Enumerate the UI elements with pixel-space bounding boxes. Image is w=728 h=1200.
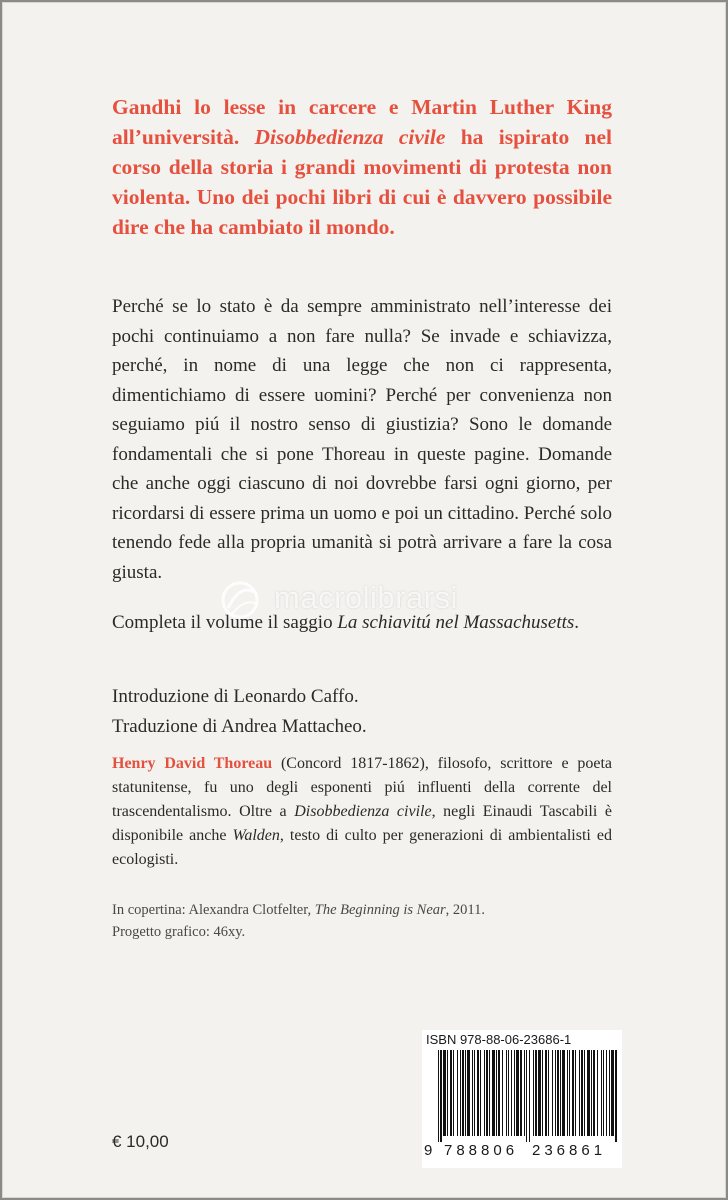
price: € 10,00 — [112, 1132, 169, 1151]
barcode-digit-first: 9 — [424, 1142, 433, 1159]
barcode-bar — [524, 1050, 525, 1136]
barcode-bar — [569, 1050, 570, 1136]
barcode-bar — [591, 1050, 592, 1136]
barcode-bar — [506, 1050, 507, 1136]
barcode-bar — [581, 1050, 583, 1136]
barcode-bar — [443, 1050, 446, 1136]
barcode-bar — [477, 1050, 479, 1136]
bio-title-1: Disobbedienza civile — [294, 803, 432, 820]
barcode-bar — [538, 1050, 541, 1136]
barcode-bar — [575, 1050, 576, 1136]
cover-art-title: The Beginning is Near — [314, 902, 446, 918]
bio-text-2: , negli Einaudi Tascabili è disponibile anche — [112, 803, 612, 844]
blurb-text: Gandhi lo lesse in carcere e Martin Luther King all’università. — [112, 95, 612, 149]
watermark — [232, 578, 572, 628]
barcode-bar — [514, 1050, 515, 1136]
barcode-bar — [498, 1050, 500, 1136]
barcode-bar — [460, 1050, 461, 1136]
barcode-digits-right: 236861 — [532, 1142, 607, 1159]
barcode-bar — [486, 1050, 488, 1136]
barcode-bar — [533, 1050, 534, 1136]
barcode-bar — [548, 1050, 549, 1136]
cover-credits — [112, 900, 612, 943]
barcode-bars — [422, 1050, 622, 1142]
barcode-bar — [597, 1050, 598, 1136]
barcode-bar — [567, 1050, 568, 1136]
barcode-bar — [447, 1050, 448, 1136]
design-credit: Progetto grafico: 46xy. — [112, 923, 246, 940]
author-bio — [112, 752, 612, 872]
barcode-bar — [555, 1050, 556, 1136]
bio-text-3: , testo di culto per generazioni di ambientalisti ed ecologisti. — [112, 827, 612, 868]
barcode-bar — [593, 1050, 595, 1136]
barcode-bar — [484, 1050, 485, 1136]
barcode-bar — [611, 1050, 614, 1136]
barcode-bar — [516, 1050, 519, 1136]
barcode-bar — [552, 1050, 553, 1136]
barcode-bar — [603, 1050, 604, 1136]
barcode-bar — [462, 1050, 464, 1136]
barcode-bar — [587, 1050, 590, 1136]
bio-text-1: (Concord 1817-1862), filosofo, scrittore e poeta statunitense, fu uno degli esponenti piú influenti della corrente del trascendentalismo. Oltre a — [112, 755, 613, 820]
complement-title: La schiavitú nel Massachusetts — [337, 612, 575, 633]
barcode-bar — [609, 1050, 610, 1136]
watermark-text: macrolibrarsi — [274, 580, 458, 615]
barcode-bar — [511, 1050, 512, 1136]
barcode-bar — [467, 1050, 470, 1136]
barcode-bar — [520, 1050, 522, 1136]
barcode-bar — [562, 1050, 565, 1136]
barcode-bar — [450, 1050, 452, 1136]
translation-credit: Traduzione di Andrea Mattacheo. — [112, 715, 367, 737]
barcode-bar — [579, 1050, 580, 1136]
cover-art-credit — [112, 900, 612, 922]
complement-intro: Completa il volume il saggio — [112, 612, 338, 633]
cover-blurb — [112, 92, 612, 242]
barcode-bar — [606, 1050, 607, 1136]
barcode-bar — [457, 1050, 458, 1136]
credits-paragraph — [112, 682, 612, 741]
introduction-credit: Introduzione di Leonardo Caffo. — [112, 686, 359, 707]
barcode-bar — [440, 1050, 442, 1142]
barcode — [422, 1030, 622, 1168]
barcode-bar — [545, 1050, 547, 1136]
barcode-bar — [480, 1050, 481, 1136]
barcode-bar — [489, 1050, 490, 1136]
barcode-bar — [453, 1050, 454, 1136]
barcode-bar — [584, 1050, 585, 1136]
watermark-logo-icon — [214, 578, 266, 630]
barcode-bar — [496, 1050, 497, 1136]
barcode-bar — [542, 1050, 543, 1136]
barcode-digits-left: 788806 — [444, 1142, 519, 1159]
complement-end: . — [574, 612, 580, 633]
barcode-bar — [502, 1050, 503, 1136]
author-name: Henry David Thoreau — [112, 755, 273, 772]
barcode-bar — [526, 1050, 527, 1142]
cover-art-suffix: , 2011. — [445, 902, 485, 918]
barcode-bar — [472, 1050, 473, 1136]
barcode-bar — [474, 1050, 475, 1136]
blurb-book-title: Disobbedienza civile — [254, 125, 446, 149]
barcode-bar — [557, 1050, 559, 1136]
isbn-label: ISBN 978-88-06-23686-1 — [426, 1032, 572, 1047]
barcode-bar — [535, 1050, 537, 1136]
barcode-bar — [529, 1050, 530, 1142]
barcode-bar — [560, 1050, 561, 1136]
cover-art-prefix: In copertina: Alexandra Clotfelter, — [112, 902, 315, 918]
barcode-bar — [615, 1050, 617, 1142]
blurb-text-rest: ha ispirato nel corso della storia i grandi movimenti di protesta non violenta. Uno dei pochi libri di cui è davvero possibile dire che ha cambiato il mondo. — [112, 125, 612, 239]
barcode-bar — [572, 1050, 574, 1136]
description-paragraph: Perché se lo stato è da sempre amministrato nell’interesse dei pochi continuiamo a non fare nulla? Se invade e schiavizza, perché, in nome di una legge che non ci rappresenta, dimentichiamo di essere uomini? Perché per convenienza non seguiamo piú il nostro senso di giustizia? Sono le domande fondamentali che si pone Thoreau in queste pagine. Domande che anche oggi ciascuno di noi dovrebbe farsi ogni giorno, per ricordarsi di essere prima un uomo e poi un cittadino. Perché solo tenendo fede alla propria umanità si potrà arrivare a fare la cosa giusta. — [112, 296, 612, 583]
barcode-bar — [492, 1050, 495, 1136]
barcode-bar — [465, 1050, 466, 1136]
bio-title-2: Walden — [232, 827, 280, 844]
barcode-bar — [508, 1050, 509, 1136]
barcode-bar — [601, 1050, 602, 1136]
barcode-bar — [438, 1050, 439, 1142]
